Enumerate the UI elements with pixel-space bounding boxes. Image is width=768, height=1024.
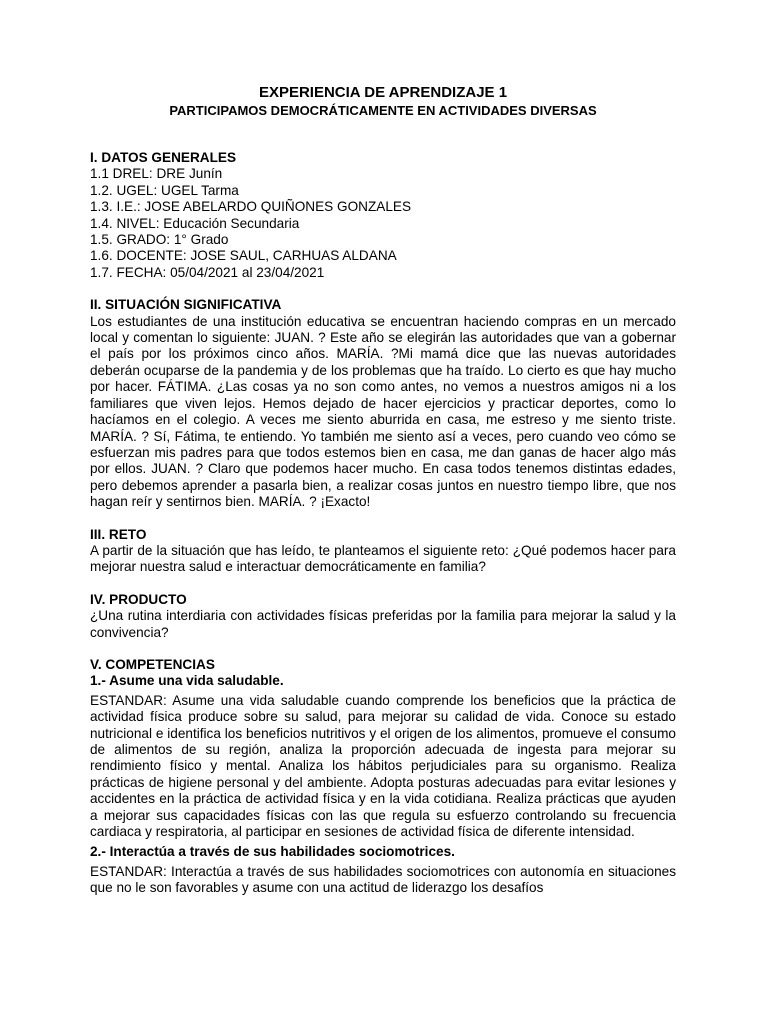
datos-item: 1.2. UGEL: UGEL Tarma bbox=[90, 182, 239, 198]
section-producto bbox=[90, 592, 676, 641]
section-heading: IV. PRODUCTO bbox=[90, 591, 187, 607]
competencia-item bbox=[90, 673, 676, 840]
section-heading: V. COMPETENCIAS bbox=[90, 656, 215, 672]
document-title: EXPERIENCIA DE APRENDIZAJE 1 bbox=[258, 84, 508, 101]
section-heading: III. RETO bbox=[90, 526, 147, 542]
document-content bbox=[90, 84, 676, 913]
document-subtitle: PARTICIPAMOS DEMOCRÁTICAMENTE EN ACTIVIDADES DIVERSAS bbox=[169, 103, 597, 118]
datos-item: 1.3. I.E.: JOSE ABELARDO QUIÑONES GONZALES bbox=[90, 199, 412, 215]
section-datos-generales bbox=[90, 150, 676, 281]
datos-item: 1.1 DREL: DRE Junín bbox=[90, 166, 223, 182]
datos-item: 1.6. DOCENTE: JOSE SAUL, CARHUAS ALDANA bbox=[90, 248, 397, 264]
competencia-title: 1.- Asume una vida saludable. bbox=[90, 673, 284, 689]
datos-item: 1.7. FECHA: 05/04/2021 al 23/04/2021 bbox=[90, 264, 325, 280]
reto-text: A partir de la situación que has leído, te planteamos el siguiente reto: ¿Qué podemos hacer para mejorar nuestra salud e interactuar democráticamente en familia? bbox=[90, 542, 676, 575]
producto-text: ¿Una rutina interdiaria con actividades físicas preferidas por la familia para mejorar la salud y la convivencia? bbox=[90, 608, 676, 640]
section-competencias bbox=[90, 657, 676, 897]
section-situacion-significativa bbox=[90, 297, 676, 510]
competencia-item bbox=[90, 844, 676, 896]
datos-item: 1.4. NIVEL: Educación Secundaria bbox=[90, 215, 300, 231]
competencia-standard: ESTANDAR: Asume una vida saludable cuando comprende los beneficios que la práctica de actividad física produce sobre su salud, para mejorar su calidad de vida. Conoce su estado nutricional e identifica los beneficios nutritivos y el origen de los alimentos, promueve el consumo de alimentos de su región, analiza la proporción adecuada de ingesta para mejorar su rendimiento físico y mental. Analiza los hábitos perjudiciales para su organismo. Realiza prácticas de higiene personal y del ambiente. Adopta posturas adecuadas para evitar lesiones y accidentes en la práctica de actividad física y en la vida cotidiana. Realiza prácticas que ayuden a mejorar sus capacidades físicas con las que regula su esfuerzo controlando su frecuencia cardiaca y respiratoria, al participar en sesiones de actividad física de diferente intensidad. bbox=[90, 692, 676, 840]
competencia-standard: ESTANDAR: Interactúa a través de sus habilidades sociomotrices con autonomía en situaciones que no le son favorables y asume con una actitud de liderazgo los desafíos bbox=[90, 863, 676, 896]
section-reto bbox=[90, 527, 676, 576]
situacion-text: Los estudiantes de una institución educativa se encuentran haciendo compras en un mercado local y comentan lo siguiente: JUAN. ? Este año se elegirán las autoridades que van a gobernar el país por los próximos cinco años. MARÍA. ?Mi mamá dice que las nuevas autoridades deberán ocuparse de la pandemia y de los problemas que ha traído. Lo cierto es que hay mucho por hacer. FÁTIMA. ¿Las cosas ya no son como antes, no vemos a nuestros amigos ni a los familiares que viven lejos. Hemos dejado de hacer ejercicios y practicar deportes, como lo hacíamos en el colegio. A veces me siento aburrida en casa, me estreso y me siento triste. MARÍA. ? Sí, Fátima, te entiendo. Yo también me siento así a veces, pero cuando veo cómo se esfuerzan mis padres para que todos estemos bien en casa, me dan ganas de hacer algo más por ellos. JUAN. ? Claro que podemos hacer mucho. En casa todos tenemos distintas edades, pero debemos aprender a pasarla bien, a realizar cosas juntos en nuestro tiempo libre, que nos hagan reír y sentirnos bien. MARÍA. ? ¡Exacto! bbox=[90, 313, 676, 510]
competencia-title: 2.- Interactúa a través de sus habilidades sociomotrices. bbox=[90, 844, 455, 860]
datos-item: 1.5. GRADO: 1° Grado bbox=[90, 232, 229, 248]
section-heading: II. SITUACIÓN SIGNIFICATIVA bbox=[90, 297, 282, 313]
section-heading: I. DATOS GENERALES bbox=[90, 150, 237, 165]
